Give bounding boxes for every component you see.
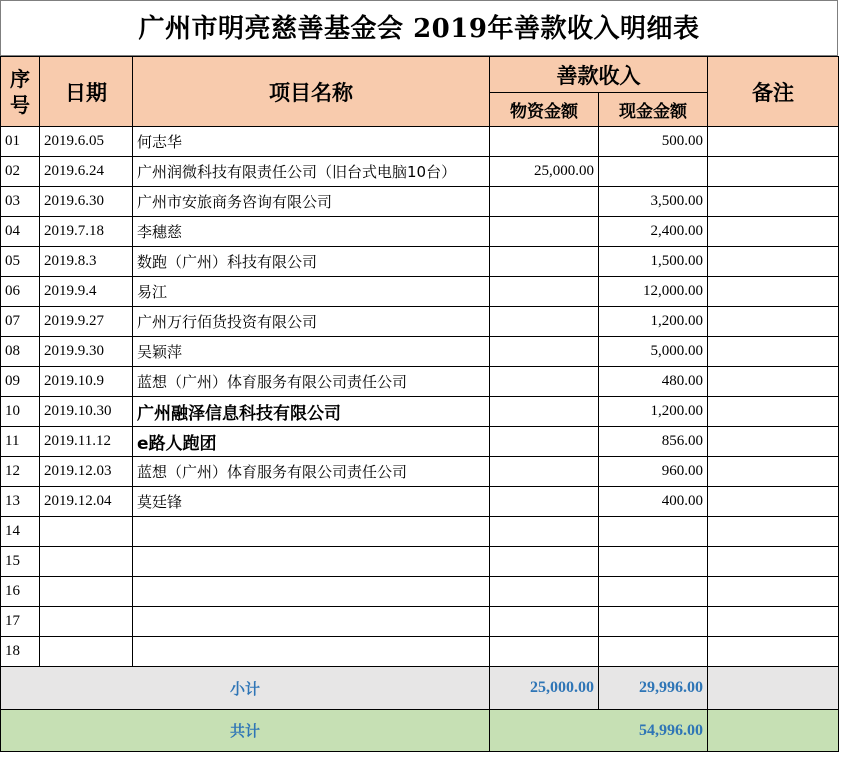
row-cash: 2,400.00: [599, 217, 708, 247]
row-date: 2019.9.27: [40, 307, 133, 337]
row-seq: 18: [1, 637, 40, 667]
row-date: [40, 577, 133, 607]
row-date: [40, 607, 133, 637]
row-material: [490, 337, 599, 367]
row-note: [708, 397, 839, 427]
row-note: [708, 187, 839, 217]
row-date: [40, 637, 133, 667]
row-cash: 1,200.00: [599, 307, 708, 337]
row-seq: 09: [1, 367, 40, 397]
row-name: 吴颖萍: [133, 337, 490, 367]
row-material: [490, 637, 599, 667]
table-row: [1, 217, 839, 247]
row-name: 蓝想（广州）体育服务有限公司责任公司: [133, 457, 490, 487]
row-note: [708, 127, 839, 157]
row-seq: 03: [1, 187, 40, 217]
row-date: [40, 517, 133, 547]
row-date: 2019.6.30: [40, 187, 133, 217]
row-name: 莫廷锋: [133, 487, 490, 517]
row-date: 2019.9.30: [40, 337, 133, 367]
row-cash: 3,500.00: [599, 187, 708, 217]
table-row: [1, 307, 839, 337]
row-cash: [599, 547, 708, 577]
row-cash: [599, 637, 708, 667]
subtotal-row: [1, 667, 839, 710]
row-cash: 960.00: [599, 457, 708, 487]
row-material: [490, 427, 599, 457]
subtotal-material: 25,000.00: [490, 667, 599, 710]
table-row: [1, 607, 839, 637]
row-note: [708, 577, 839, 607]
row-date: 2019.8.3: [40, 247, 133, 277]
total-note: [708, 710, 839, 752]
row-seq: 14: [1, 517, 40, 547]
row-note: [708, 217, 839, 247]
row-date: [40, 547, 133, 577]
table-row: [1, 277, 839, 307]
header-material: 物资金额: [490, 93, 599, 127]
row-material: [490, 607, 599, 637]
table-row: [1, 367, 839, 397]
row-cash: [599, 517, 708, 547]
row-note: [708, 247, 839, 277]
row-note: [708, 157, 839, 187]
row-seq: 07: [1, 307, 40, 337]
row-seq: 04: [1, 217, 40, 247]
row-name: 何志华: [133, 127, 490, 157]
row-date: 2019.12.03: [40, 457, 133, 487]
row-date: 2019.6.05: [40, 127, 133, 157]
row-name: [133, 517, 490, 547]
header-income: 善款收入: [490, 57, 708, 93]
row-name: e路人跑团: [133, 427, 490, 457]
row-date: 2019.12.04: [40, 487, 133, 517]
table-row: [1, 637, 839, 667]
table-row: [1, 397, 839, 427]
row-material: [490, 217, 599, 247]
row-seq: 06: [1, 277, 40, 307]
row-seq: 08: [1, 337, 40, 367]
row-name: 广州润微科技有限责任公司（旧台式电脑10台）: [133, 157, 490, 187]
row-seq: 12: [1, 457, 40, 487]
row-seq: 10: [1, 397, 40, 427]
row-date: 2019.6.24: [40, 157, 133, 187]
row-note: [708, 427, 839, 457]
row-material: [490, 547, 599, 577]
row-material: [490, 127, 599, 157]
row-material: [490, 517, 599, 547]
row-seq: 16: [1, 577, 40, 607]
total-row: [1, 710, 839, 752]
row-material: [490, 247, 599, 277]
row-seq: 15: [1, 547, 40, 577]
row-seq: 05: [1, 247, 40, 277]
header-date: 日期: [40, 57, 133, 127]
row-date: 2019.11.12: [40, 427, 133, 457]
row-material: [490, 277, 599, 307]
row-date: 2019.9.4: [40, 277, 133, 307]
row-cash: 400.00: [599, 487, 708, 517]
row-name: 广州万行佰货投资有限公司: [133, 307, 490, 337]
row-name: 李穗慈: [133, 217, 490, 247]
table-row: [1, 427, 839, 457]
row-date: 2019.10.30: [40, 397, 133, 427]
row-name: 广州市安旅商务咨询有限公司: [133, 187, 490, 217]
row-cash: [599, 577, 708, 607]
row-cash: [599, 157, 708, 187]
row-name: 易江: [133, 277, 490, 307]
row-seq: 13: [1, 487, 40, 517]
table-row: [1, 157, 839, 187]
row-seq: 02: [1, 157, 40, 187]
row-note: [708, 307, 839, 337]
row-note: [708, 337, 839, 367]
header-project: 项目名称: [133, 57, 490, 127]
row-cash: 1,500.00: [599, 247, 708, 277]
row-cash: 856.00: [599, 427, 708, 457]
row-cash: 12,000.00: [599, 277, 708, 307]
table-row: [1, 577, 839, 607]
table-row: [1, 127, 839, 157]
sheet-title: 广州市明亮慈善基金会 2019年善款收入明细表: [0, 0, 838, 56]
row-note: [708, 367, 839, 397]
total-label: 共计: [1, 710, 490, 752]
row-name: 数跑（广州）科技有限公司: [133, 247, 490, 277]
row-material: 25,000.00: [490, 157, 599, 187]
row-note: [708, 637, 839, 667]
row-cash: 500.00: [599, 127, 708, 157]
row-note: [708, 487, 839, 517]
row-name: [133, 637, 490, 667]
row-seq: 17: [1, 607, 40, 637]
row-note: [708, 517, 839, 547]
table-row: [1, 517, 839, 547]
row-material: [490, 307, 599, 337]
row-note: [708, 607, 839, 637]
table-row: [1, 337, 839, 367]
row-name: 广州融泽信息科技有限公司: [133, 397, 490, 427]
header-cash: 现金金额: [599, 93, 708, 127]
header-note: 备注: [708, 57, 839, 127]
row-name: [133, 547, 490, 577]
row-name: [133, 607, 490, 637]
row-material: [490, 487, 599, 517]
subtotal-cash: 29,996.00: [599, 667, 708, 710]
row-cash: 5,000.00: [599, 337, 708, 367]
subtotal-label: 小计: [1, 667, 490, 710]
row-material: [490, 397, 599, 427]
row-material: [490, 577, 599, 607]
row-note: [708, 277, 839, 307]
total-amount: 54,996.00: [490, 710, 708, 752]
row-note: [708, 457, 839, 487]
row-seq: 11: [1, 427, 40, 457]
row-seq: 01: [1, 127, 40, 157]
row-name: [133, 577, 490, 607]
subtotal-note: [708, 667, 839, 710]
table-row: [1, 487, 839, 517]
row-material: [490, 367, 599, 397]
row-cash: 1,200.00: [599, 397, 708, 427]
table-row: [1, 247, 839, 277]
header-seq: 序号: [1, 57, 40, 127]
row-date: 2019.7.18: [40, 217, 133, 247]
row-note: [708, 547, 839, 577]
row-cash: 480.00: [599, 367, 708, 397]
row-name: 蓝想（广州）体育服务有限公司责任公司: [133, 367, 490, 397]
donation-table: [0, 56, 839, 752]
row-material: [490, 457, 599, 487]
table-row: [1, 187, 839, 217]
row-date: 2019.10.9: [40, 367, 133, 397]
table-row: [1, 457, 839, 487]
row-cash: [599, 607, 708, 637]
row-material: [490, 187, 599, 217]
table-row: [1, 547, 839, 577]
